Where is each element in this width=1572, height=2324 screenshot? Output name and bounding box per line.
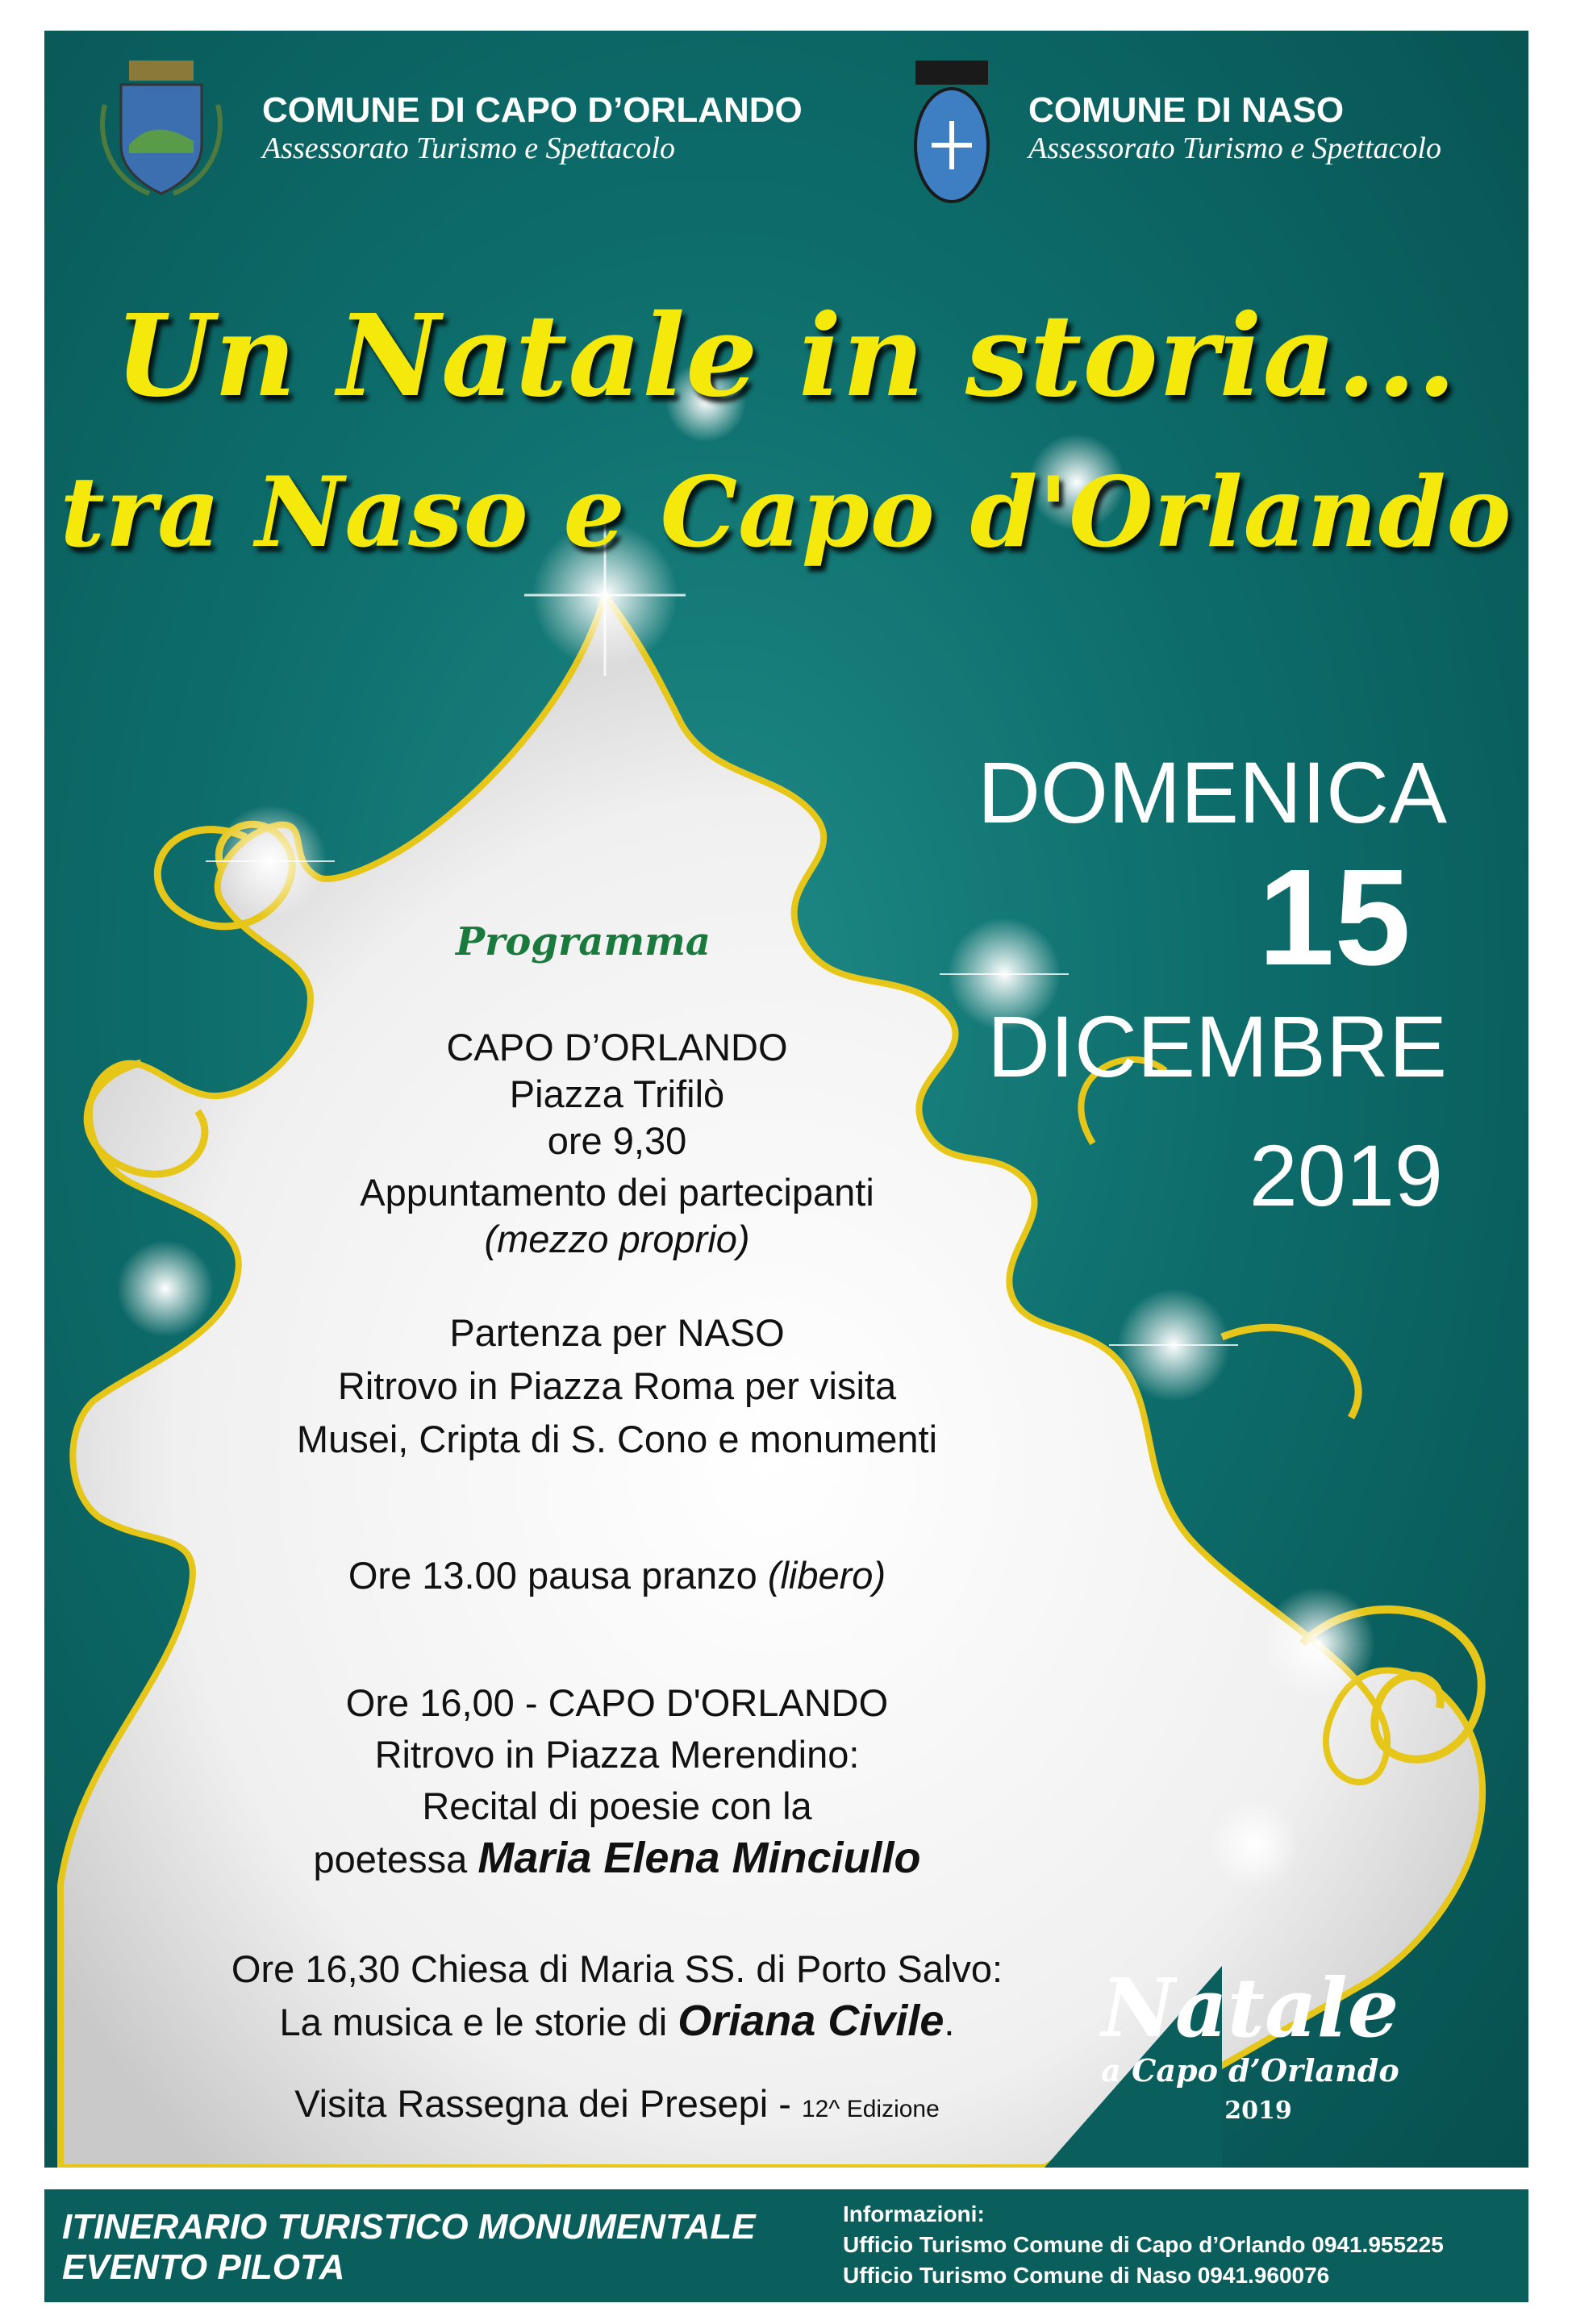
date-weekday: DOMENICA bbox=[977, 743, 1447, 841]
program-lunch-text: Ore 13.00 pausa pranzo bbox=[348, 1554, 757, 1597]
program-visit-line-1: Ritrovo in Piazza Roma per visita bbox=[337, 1364, 897, 1407]
footer-info bbox=[843, 2199, 1444, 2291]
ribbon-curl-right bbox=[1222, 1327, 1358, 1418]
program-music bbox=[202, 1995, 1032, 2048]
program-edition: 12^ Edizione bbox=[801, 2096, 940, 2122]
program-music-prefix: La musica e le storie di bbox=[279, 2001, 668, 2043]
title-line-1: Un Natale in storia... bbox=[115, 290, 1457, 423]
program-block-3 bbox=[202, 1677, 1032, 1885]
footer-line-2: EVENTO PILOTA bbox=[62, 2247, 345, 2287]
footer-info-1: Ufficio Turismo Comune di Capo d’Orlando 0941.955225 bbox=[843, 2232, 1444, 2257]
program-heading: Programma bbox=[456, 919, 711, 964]
program-presepi bbox=[202, 2080, 1032, 2133]
header-left-subtitle: Assessorato Turismo e Spettacolo bbox=[262, 131, 675, 165]
footer-bar bbox=[44, 2189, 1528, 2302]
program-music-suffix: . bbox=[944, 2001, 955, 2043]
program-meeting-note: (mezzo proprio) bbox=[484, 1218, 750, 1260]
program-block-2 bbox=[202, 1306, 1032, 1466]
natale-logo-line-2: a Capo d’Orlando bbox=[1101, 2052, 1399, 2089]
program-lunch bbox=[202, 1552, 1032, 1599]
program-poet-name: Maria Elena Minciullo bbox=[477, 1834, 921, 1882]
program-square: Piazza Trifilò bbox=[509, 1072, 725, 1115]
program-lunch-note: (libero) bbox=[767, 1554, 886, 1597]
date-month: DICEMBRE bbox=[986, 997, 1447, 1095]
program-afternoon-meet: Ritrovo in Piazza Merendino: bbox=[374, 1733, 860, 1776]
program-block-1 bbox=[202, 1024, 1032, 1263]
program-block-4 bbox=[202, 1943, 1032, 2048]
program-church: Ore 16,30 Chiesa di Maria SS. di Porto Salvo: bbox=[231, 1947, 1003, 1990]
program-place: CAPO D’ORLANDO bbox=[446, 1026, 788, 1068]
program-meeting: Appuntamento dei partecipanti bbox=[360, 1171, 874, 1214]
header-left bbox=[262, 90, 803, 166]
program-departure: Partenza per NASO bbox=[449, 1311, 785, 1354]
footer-line-1: ITINERARIO TURISTICO MONUMENTALE bbox=[62, 2207, 756, 2247]
footer-left bbox=[62, 2207, 756, 2288]
footer-info-label: Informazioni: bbox=[843, 2201, 985, 2226]
header-right-title: COMUNE DI NASO bbox=[1028, 90, 1345, 130]
date-year: 2019 bbox=[1249, 1127, 1443, 1224]
date-day: 15 bbox=[1257, 841, 1411, 994]
program-poet bbox=[202, 1832, 1032, 1885]
program-visit-line-2: Musei, Cripta di S. Cono e monumenti bbox=[296, 1418, 938, 1460]
program-poet-prefix: poetessa bbox=[313, 1838, 468, 1880]
header-right-subtitle: Assessorato Turismo e Spettacolo bbox=[1028, 131, 1441, 165]
natale-logo-year: 2019 bbox=[1224, 2097, 1292, 2125]
program-time: ore 9,30 bbox=[547, 1119, 687, 1162]
header-right bbox=[1028, 90, 1441, 166]
program-music-name: Oriana Civile bbox=[678, 1997, 944, 2045]
program-presepi-text: Visita Rassegna dei Presepi - bbox=[294, 2082, 791, 2125]
title-line-2: tra Naso e Capo d'Orlando bbox=[60, 456, 1512, 569]
naso-crest-icon bbox=[907, 56, 996, 218]
footer-info-2: Ufficio Turismo Comune di Naso 0941.960076 bbox=[843, 2263, 1330, 2288]
capo-orlando-crest-icon bbox=[93, 56, 230, 202]
header-left-title: COMUNE DI CAPO D’ORLANDO bbox=[262, 90, 803, 130]
natale-logo-line-1: Natale bbox=[1101, 1960, 1399, 2055]
program-recital: Recital di poesie con la bbox=[422, 1785, 812, 1827]
program-afternoon-title: Ore 16,00 - CAPO D'ORLANDO bbox=[345, 1681, 889, 1724]
